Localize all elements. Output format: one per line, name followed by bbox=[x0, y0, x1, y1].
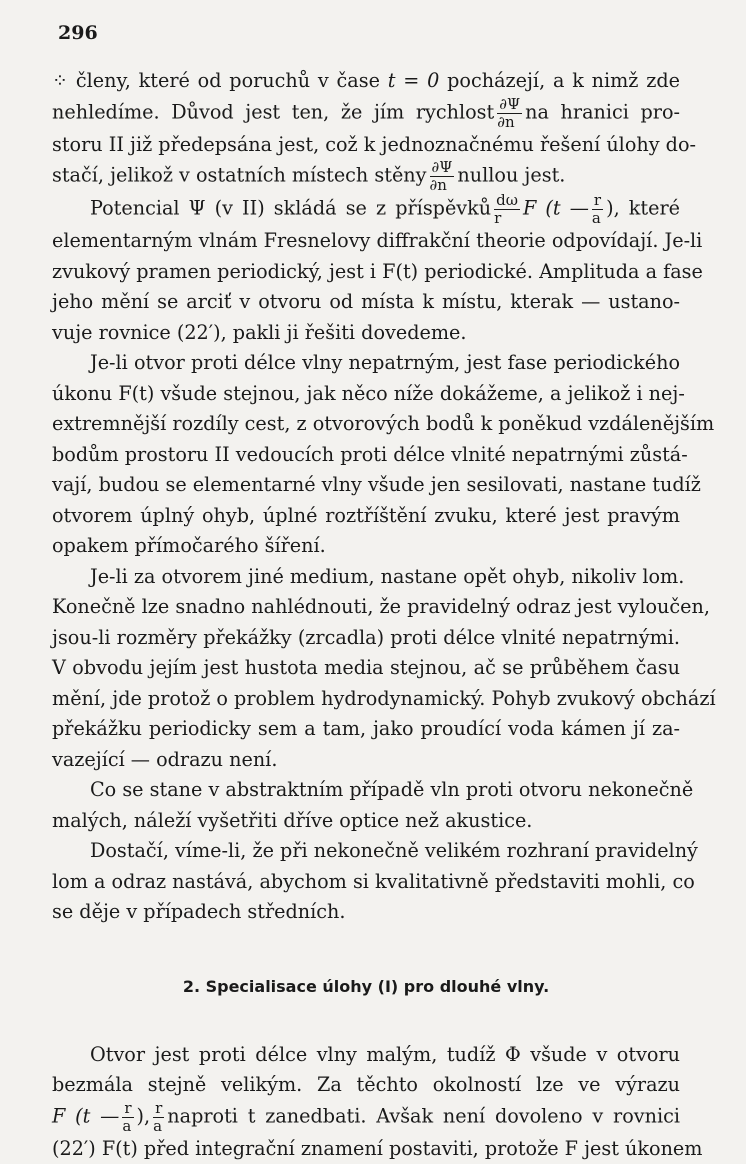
text-line: Konečně lze snadno nahlédnouti, že pravidelný odraz jest vyloučen, bbox=[52, 592, 680, 623]
text-line: Je-li otvor proti délce vlny nepatrným, jest fase periodického bbox=[52, 348, 680, 379]
text-line: extremnější rozdíly cest, z otvorových bodů k poněkud vzdálenějším bbox=[52, 409, 680, 440]
fraction: $\frac{r}{a}$ bbox=[153, 1101, 164, 1134]
text-line: se děje v případech středních. bbox=[52, 897, 680, 928]
text-line: ⁘ členy, které od poruchů v čase t = 0 pocházejí, a k nimž zde bbox=[52, 66, 680, 97]
text-line: Potencial Ψ (v II) skládá se z příspěvků $\frac{d\omega}{r}$ F (t — $\frac{r}{a}$ ), které bbox=[52, 193, 680, 226]
text-line: mění, jde protož o problem hydrodynamický. Pohyb zvukový obchází bbox=[52, 684, 680, 715]
text-line: úkonu F(t) všude stejnou, jak něco níže dokážeme, a jelikož i nej- bbox=[52, 379, 680, 410]
fraction: $\frac{\partial\Psi}{\partial n}$ bbox=[430, 160, 455, 193]
text-line: stačí, jelikož v ostatních místech stěny $\frac{\partial\Psi}{\partial n}$ nullou jest. bbox=[52, 160, 680, 193]
text-line: lom a odraz nastává, abychom si kvalitativně představiti mohli, co bbox=[52, 867, 680, 898]
fraction: $\frac{\partial\Psi}{\partial n}$ bbox=[497, 97, 522, 130]
text-line: Dostačí, víme-li, že při nekonečně velikém rozhraní pravidelný bbox=[52, 836, 680, 867]
text-line: Otvor jest proti délce vlny malým, tudíž Φ všude v otvoru bbox=[52, 1040, 680, 1071]
text-line: elementarným vlnám Fresnelovy diffrakční theorie odpovídají. Je-li bbox=[52, 226, 680, 257]
fraction: $\frac{r}{a}$ bbox=[592, 193, 603, 226]
text-line: vuje rovnice (22′), pakli ji řešiti dovedeme. bbox=[52, 318, 680, 349]
text-line: Je-li za otvorem jiné medium, nastane opět ohyb, nikoliv lom. bbox=[52, 562, 680, 593]
section-heading: 2. Specialisace úlohy (I) pro dlouhé vlny. bbox=[52, 974, 680, 1000]
text-line: nehledíme. Důvod jest ten, že jím rychlost $\frac{\partial\Psi}{\partial n}$ na hranici pro- bbox=[52, 97, 680, 130]
page-number: 296 bbox=[58, 22, 98, 44]
text-line: V obvodu jejím jest hustota media stejnou, ač se průběhem času bbox=[52, 653, 680, 684]
text-line: F (t — $\frac{r}{a}$ ), $\frac{r}{a}$ naproti t zanedbati. Avšak není dovoleno v rovnici bbox=[52, 1101, 680, 1134]
text-line: otvorem úplný ohyb, úplné roztříštění zvuku, které jest pravým bbox=[52, 501, 680, 532]
text-line: překážku periodicky sem a tam, jako proudící voda kámen jí za- bbox=[52, 714, 680, 745]
text-line: zvukový pramen periodický, jest i F(t) periodické. Amplituda a fase bbox=[52, 257, 680, 288]
text-line: Co se stane v abstraktním případě vln proti otvoru nekonečně bbox=[52, 775, 680, 806]
text-line: malých, náleží vyšetřiti dříve optice než akustice. bbox=[52, 806, 680, 837]
text-line: bodům prostoru II vedoucích proti délce vlnité nepatrnými zůstá- bbox=[52, 440, 680, 471]
text-line: bezmála stejně velikým. Za těchto okolností lze ve výrazu bbox=[52, 1070, 680, 1101]
fraction: $\frac{r}{a}$ bbox=[122, 1101, 133, 1134]
text-line: storu II již předepsána jest, což k jednoznačnému řešení úlohy do- bbox=[52, 130, 680, 161]
text-line: (22′) F(t) před integrační znamení postaviti, protože F jest úkonem bbox=[52, 1134, 680, 1164]
text-line: jeho mění se arciť v otvoru od místa k místu, kterak — ustano- bbox=[52, 287, 680, 318]
text-line: vají, budou se elementarné vlny všude jen sesilovati, nastane tudíž bbox=[52, 470, 680, 501]
text-line: jsou-li rozměry překážky (zrcadla) proti délce vlnité nepatrnými. bbox=[52, 623, 680, 654]
text-line: opakem přímočarého šíření. bbox=[52, 531, 680, 562]
fraction: $\frac{d\omega}{r}$ bbox=[494, 193, 520, 226]
body-text bbox=[52, 66, 680, 1164]
text-line: vazející — odrazu není. bbox=[52, 745, 680, 776]
